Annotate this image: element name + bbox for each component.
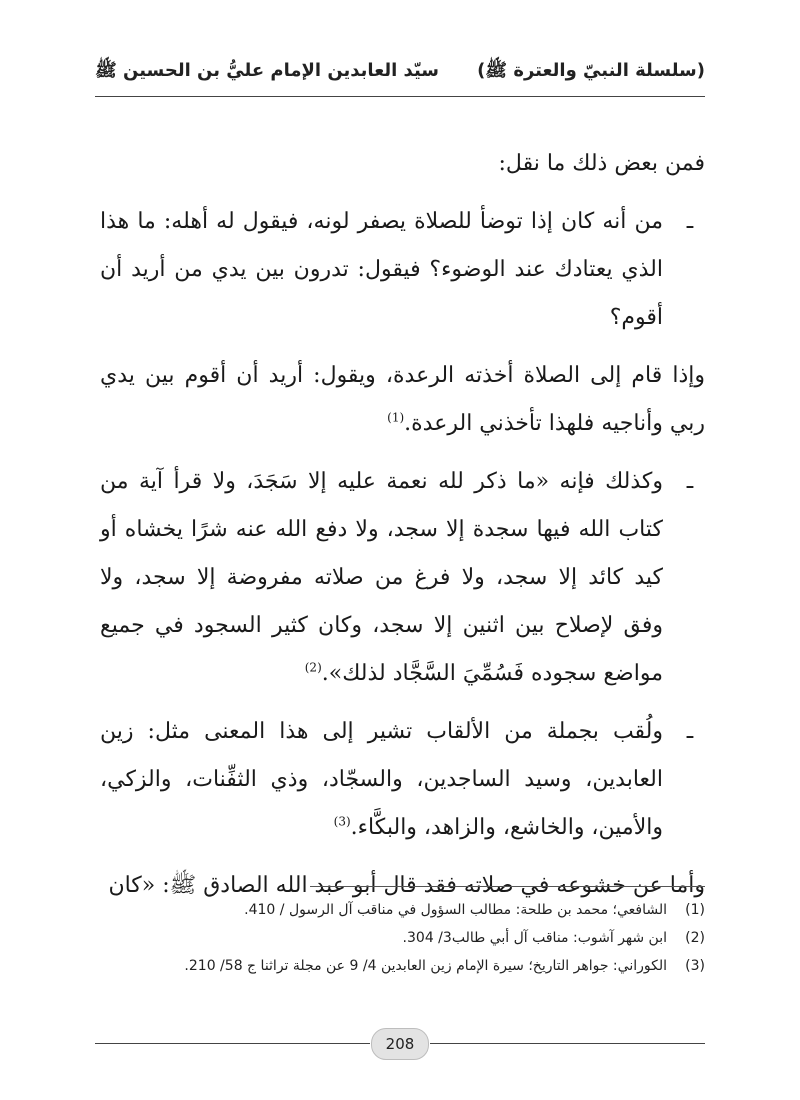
paragraph-trembling: [100, 352, 705, 448]
bullet-dash: ـ: [686, 469, 694, 494]
page-number: 208: [371, 1028, 429, 1060]
footnote-text: ابن شهر آشوب: مناقب آل أبي طالب3/ 304.: [402, 930, 667, 946]
header-divider: [95, 96, 705, 97]
footnote-number: (3): [685, 958, 705, 974]
bullet-text: من أنه كان إذا توضأ للصلاة يصفر لونه، فيقول له أهله: ما هذا الذي يعتادك عند الوضوء؟ فيقول: تدرون بين يدي من أريد أن أقوم؟: [100, 209, 663, 330]
paragraph-text: وإذا قام إلى الصلاة أخذته الرعدة، ويقول: أريد أن أقوم بين يدي ربي وأناجيه فلهذا تأخذني الرعدة.: [100, 363, 705, 436]
footnotes: [100, 896, 705, 980]
bullet-item-3: [100, 708, 705, 852]
bullet-item-2: [100, 458, 705, 698]
footnote-ref-1[interactable]: (1): [387, 410, 405, 425]
bullet-text: ولُقب بجملة من الألقاب تشير إلى هذا المعنى مثل: زين العابدين، وسيد الساجدين، والسجّاد، وذي الثفِّنات، والزكي، والأمين، والخاشع، والزاهد، والبكَّاء.: [100, 719, 663, 840]
footnote-divider: [310, 886, 705, 887]
footnote-text: الكوراني: جواهر التاريخ؛ سيرة الإمام زين العابدين 4/ 9 عن مجلة تراثنا ج 58/ 210.: [184, 958, 667, 974]
footnote-3: [100, 952, 705, 980]
footnote-number: (1): [685, 902, 705, 918]
footnote-number: (2): [685, 930, 705, 946]
footnote-2: [100, 924, 705, 952]
footer-rule-left: [95, 1043, 370, 1044]
series-title: (سلسلة النبيّ والعترة ﷺ): [477, 60, 705, 81]
running-header: [95, 52, 705, 92]
footnote-ref-3[interactable]: (3): [333, 814, 351, 829]
bullet-text: وكذلك فإنه «ما ذكر لله نعمة عليه إلا سَجَدَ، ولا قرأ آية من كتاب الله فيها سجدة إلا سجد، ولا دفع الله عنه شرًا يخشاه أو كيد كائد إلا سجد، ولا فرغ من صلاته مفروضة إلا سجد، ولا وفق لإصلاح بين اثنين إلا سجد، وكان كثير السجود في جميع مواضع سجوده فَسُمِّيَ السَّجَّاد لذلك».: [100, 469, 663, 686]
paragraph-last: وأما عن خشوعه في صلاته فقد قال أبو عبد الله الصادق ﷺ: «كان: [108, 873, 705, 898]
main-text: [100, 140, 705, 920]
book-title: سيّد العابدين الإمام عليُّ بن الحسين ﷺ: [95, 60, 439, 81]
page-footer: [95, 1028, 705, 1058]
footnote-text: الشافعي؛ محمد بن طلحة: مطالب السؤول في مناقب آل الرسول / 410.: [244, 902, 667, 918]
bullet-item-1: [100, 198, 705, 342]
footer-rule-right: [430, 1043, 705, 1044]
footnote-ref-2[interactable]: (2): [304, 660, 322, 675]
bullet-dash: ـ: [686, 719, 694, 744]
bullet-dash: ـ: [686, 209, 694, 234]
footnote-1: [100, 896, 705, 924]
intro-line: فمن بعض ذلك ما نقل:: [498, 151, 705, 176]
